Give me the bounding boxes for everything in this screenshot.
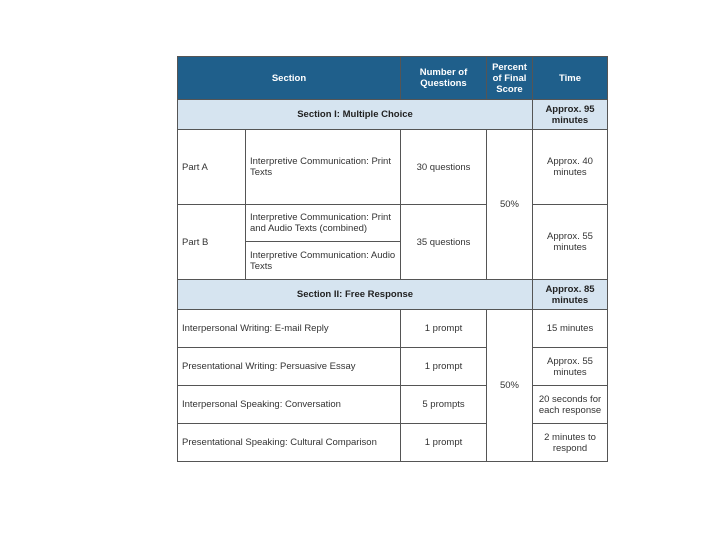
section2-title: Section II: Free Response — [178, 280, 533, 310]
part-a-label: Part A — [178, 130, 246, 205]
frq-row-3 — [178, 386, 608, 424]
frq-questions-4: 1 prompt — [401, 424, 487, 462]
frq-time-2: Approx. 55 minutes — [533, 348, 608, 386]
frq-questions-3: 5 prompts — [401, 386, 487, 424]
frq-questions-2: 1 prompt — [401, 348, 487, 386]
part-b-task-2: Interpretive Communication: Audio Texts — [246, 242, 401, 280]
frq-task-4: Presentational Speaking: Cultural Comparison — [178, 424, 401, 462]
section1-time: Approx. 95 minutes — [533, 100, 608, 130]
header-section-cell: Section — [178, 57, 401, 100]
frq-time-4: 2 minutes to respond — [533, 424, 608, 462]
frq-task-2: Presentational Writing: Persuasive Essay — [178, 348, 401, 386]
header-row — [178, 57, 608, 100]
frq-row-4 — [178, 424, 608, 462]
frq-row-2 — [178, 348, 608, 386]
part-a-task: Interpretive Communication: Print Texts — [246, 130, 401, 205]
section2-time: Approx. 85 minutes — [533, 280, 608, 310]
exam-format-table-body — [177, 56, 608, 462]
part-a-time: Approx. 40 minutes — [533, 130, 608, 205]
section2-percent: 50% — [487, 310, 533, 462]
frq-row-1 — [178, 310, 608, 348]
part-b-row-1 — [178, 205, 608, 242]
section1-title: Section I: Multiple Choice — [178, 100, 533, 130]
header-questions-cell: Number of Questions — [401, 57, 487, 100]
header-time-cell: Time — [533, 57, 608, 100]
section1-percent: 50% — [487, 130, 533, 280]
part-b-questions: 35 questions — [401, 205, 487, 280]
part-b-time: Approx. 55 minutes — [533, 205, 608, 280]
frq-task-3: Interpersonal Speaking: Conversation — [178, 386, 401, 424]
frq-time-3: 20 seconds for each response — [533, 386, 608, 424]
header-percent-cell: Percent of Final Score — [487, 57, 533, 100]
frq-questions-1: 1 prompt — [401, 310, 487, 348]
part-a-questions: 30 questions — [401, 130, 487, 205]
part-b-label: Part B — [178, 205, 246, 280]
frq-task-1: Interpersonal Writing: E-mail Reply — [178, 310, 401, 348]
part-b-task-1: Interpretive Communication: Print and Audio Texts (combined) — [246, 205, 401, 242]
frq-time-1: 15 minutes — [533, 310, 608, 348]
part-a-row — [178, 130, 608, 205]
section1-row — [178, 100, 608, 130]
section2-row — [178, 280, 608, 310]
